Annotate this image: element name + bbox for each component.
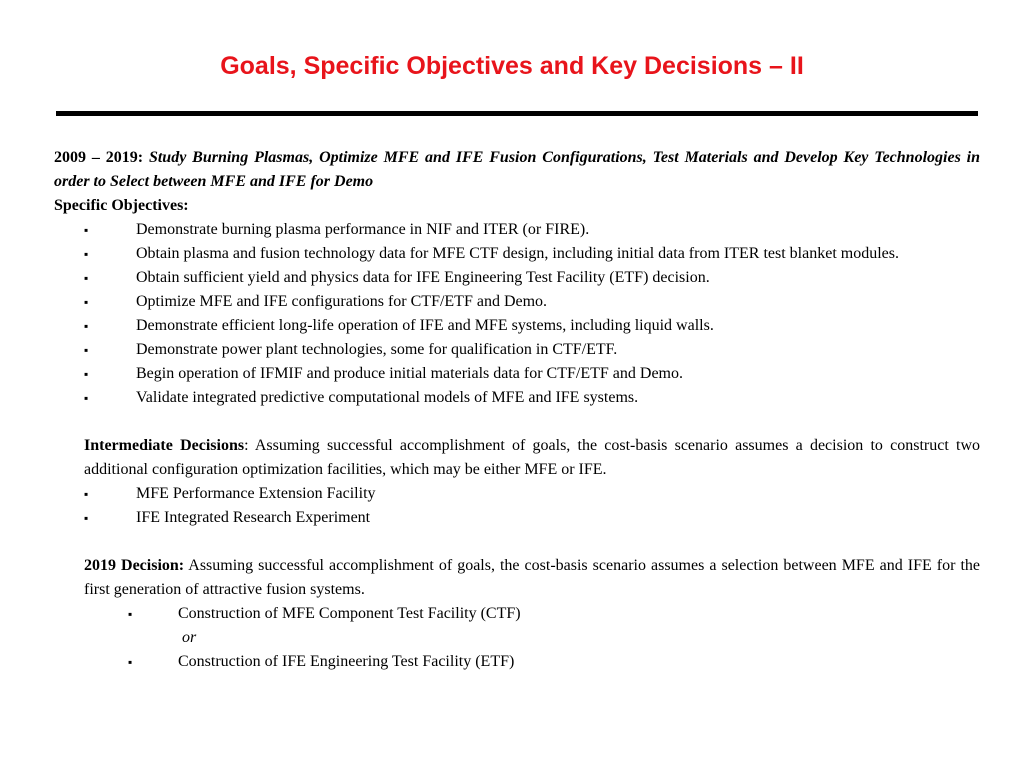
intermediate-decisions-heading: Intermediate Decisions: [84, 437, 245, 454]
list-item: ▪ Begin operation of IFMIF and produce initial materials data for CTF/ETF and Demo.: [54, 362, 980, 386]
intermediate-decisions-paragraph: [84, 434, 980, 482]
bullet-icon: ▪: [84, 295, 89, 309]
spacer: [54, 410, 980, 434]
specific-objectives-list: [54, 218, 980, 410]
bullet-icon: ▪: [128, 607, 133, 621]
bullet-icon: ▪: [84, 247, 89, 261]
bullet-icon: ▪: [84, 343, 89, 357]
bullet-icon: ▪: [84, 223, 89, 237]
decision-2019-list-2: [84, 650, 980, 674]
specific-objectives-heading: Specific Objectives:: [54, 197, 189, 214]
list-item: ▪ Demonstrate burning plasma performance in NIF and ITER (or FIRE).: [54, 218, 980, 242]
list-item: ▪ Obtain sufficient yield and physics data for IFE Engineering Test Facility (ETF) decision.: [54, 266, 980, 290]
bullet-icon: ▪: [84, 391, 89, 405]
list-item: ▪ Construction of MFE Component Test Facility (CTF): [84, 602, 980, 626]
period-statement: [54, 146, 980, 194]
decision-2019-heading: 2019 Decision:: [84, 557, 185, 574]
list-item: ▪ Demonstrate efficient long-life operation of IFE and MFE systems, including liquid walls.: [54, 314, 980, 338]
decision-2019-paragraph: [84, 554, 980, 602]
list-item: ▪ MFE Performance Extension Facility: [84, 482, 980, 506]
bullet-icon: ▪: [84, 487, 89, 501]
bullet-icon: ▪: [84, 511, 89, 525]
list-item: ▪ Demonstrate power plant technologies, some for qualification in CTF/ETF.: [54, 338, 980, 362]
bullet-icon: ▪: [84, 319, 89, 333]
period-text: Study Burning Plasmas, Optimize MFE and IFE Fusion Configurations, Test Materials and Develop Key Technologies in order to Select between MFE and IFE for Demo: [54, 149, 981, 190]
bullet-icon: ▪: [84, 367, 89, 381]
list-item: ▪ Validate integrated predictive computational models of MFE and IFE systems.: [54, 386, 980, 410]
decision-2019-text: Assuming successful accomplishment of goals, the cost-basis scenario assumes a selection between MFE and IFE for the first generation of attractive fusion systems.: [84, 557, 980, 598]
period-years: 2009 – 2019:: [54, 149, 144, 166]
spacer: [84, 530, 980, 554]
slide-content: [54, 146, 980, 674]
list-item: ▪ Optimize MFE and IFE configurations for CTF/ETF and Demo.: [54, 290, 980, 314]
list-item: ▪ Construction of IFE Engineering Test Facility (ETF): [84, 650, 980, 674]
list-item: ▪ Obtain plasma and fusion technology data for MFE CTF design, including initial data from ITER test blanket modules.: [54, 242, 980, 266]
bullet-icon: ▪: [84, 271, 89, 285]
bullet-icon: ▪: [128, 655, 133, 669]
decision-2019-list: [84, 602, 980, 626]
intermediate-decisions-list: [84, 482, 980, 530]
intermediate-decisions-section: [84, 434, 980, 674]
intermediate-decisions-text: : Assuming successful accomplishment of goals, the cost-basis scenario assumes a decision to construct two additional configuration optimization facilities, which may be either MFE or IFE.: [84, 437, 981, 478]
or-separator: or: [182, 629, 197, 646]
list-item: ▪ IFE Integrated Research Experiment: [84, 506, 980, 530]
slide-title: Goals, Specific Objectives and Key Decisions – II: [220, 52, 804, 80]
title-divider: [56, 111, 978, 116]
